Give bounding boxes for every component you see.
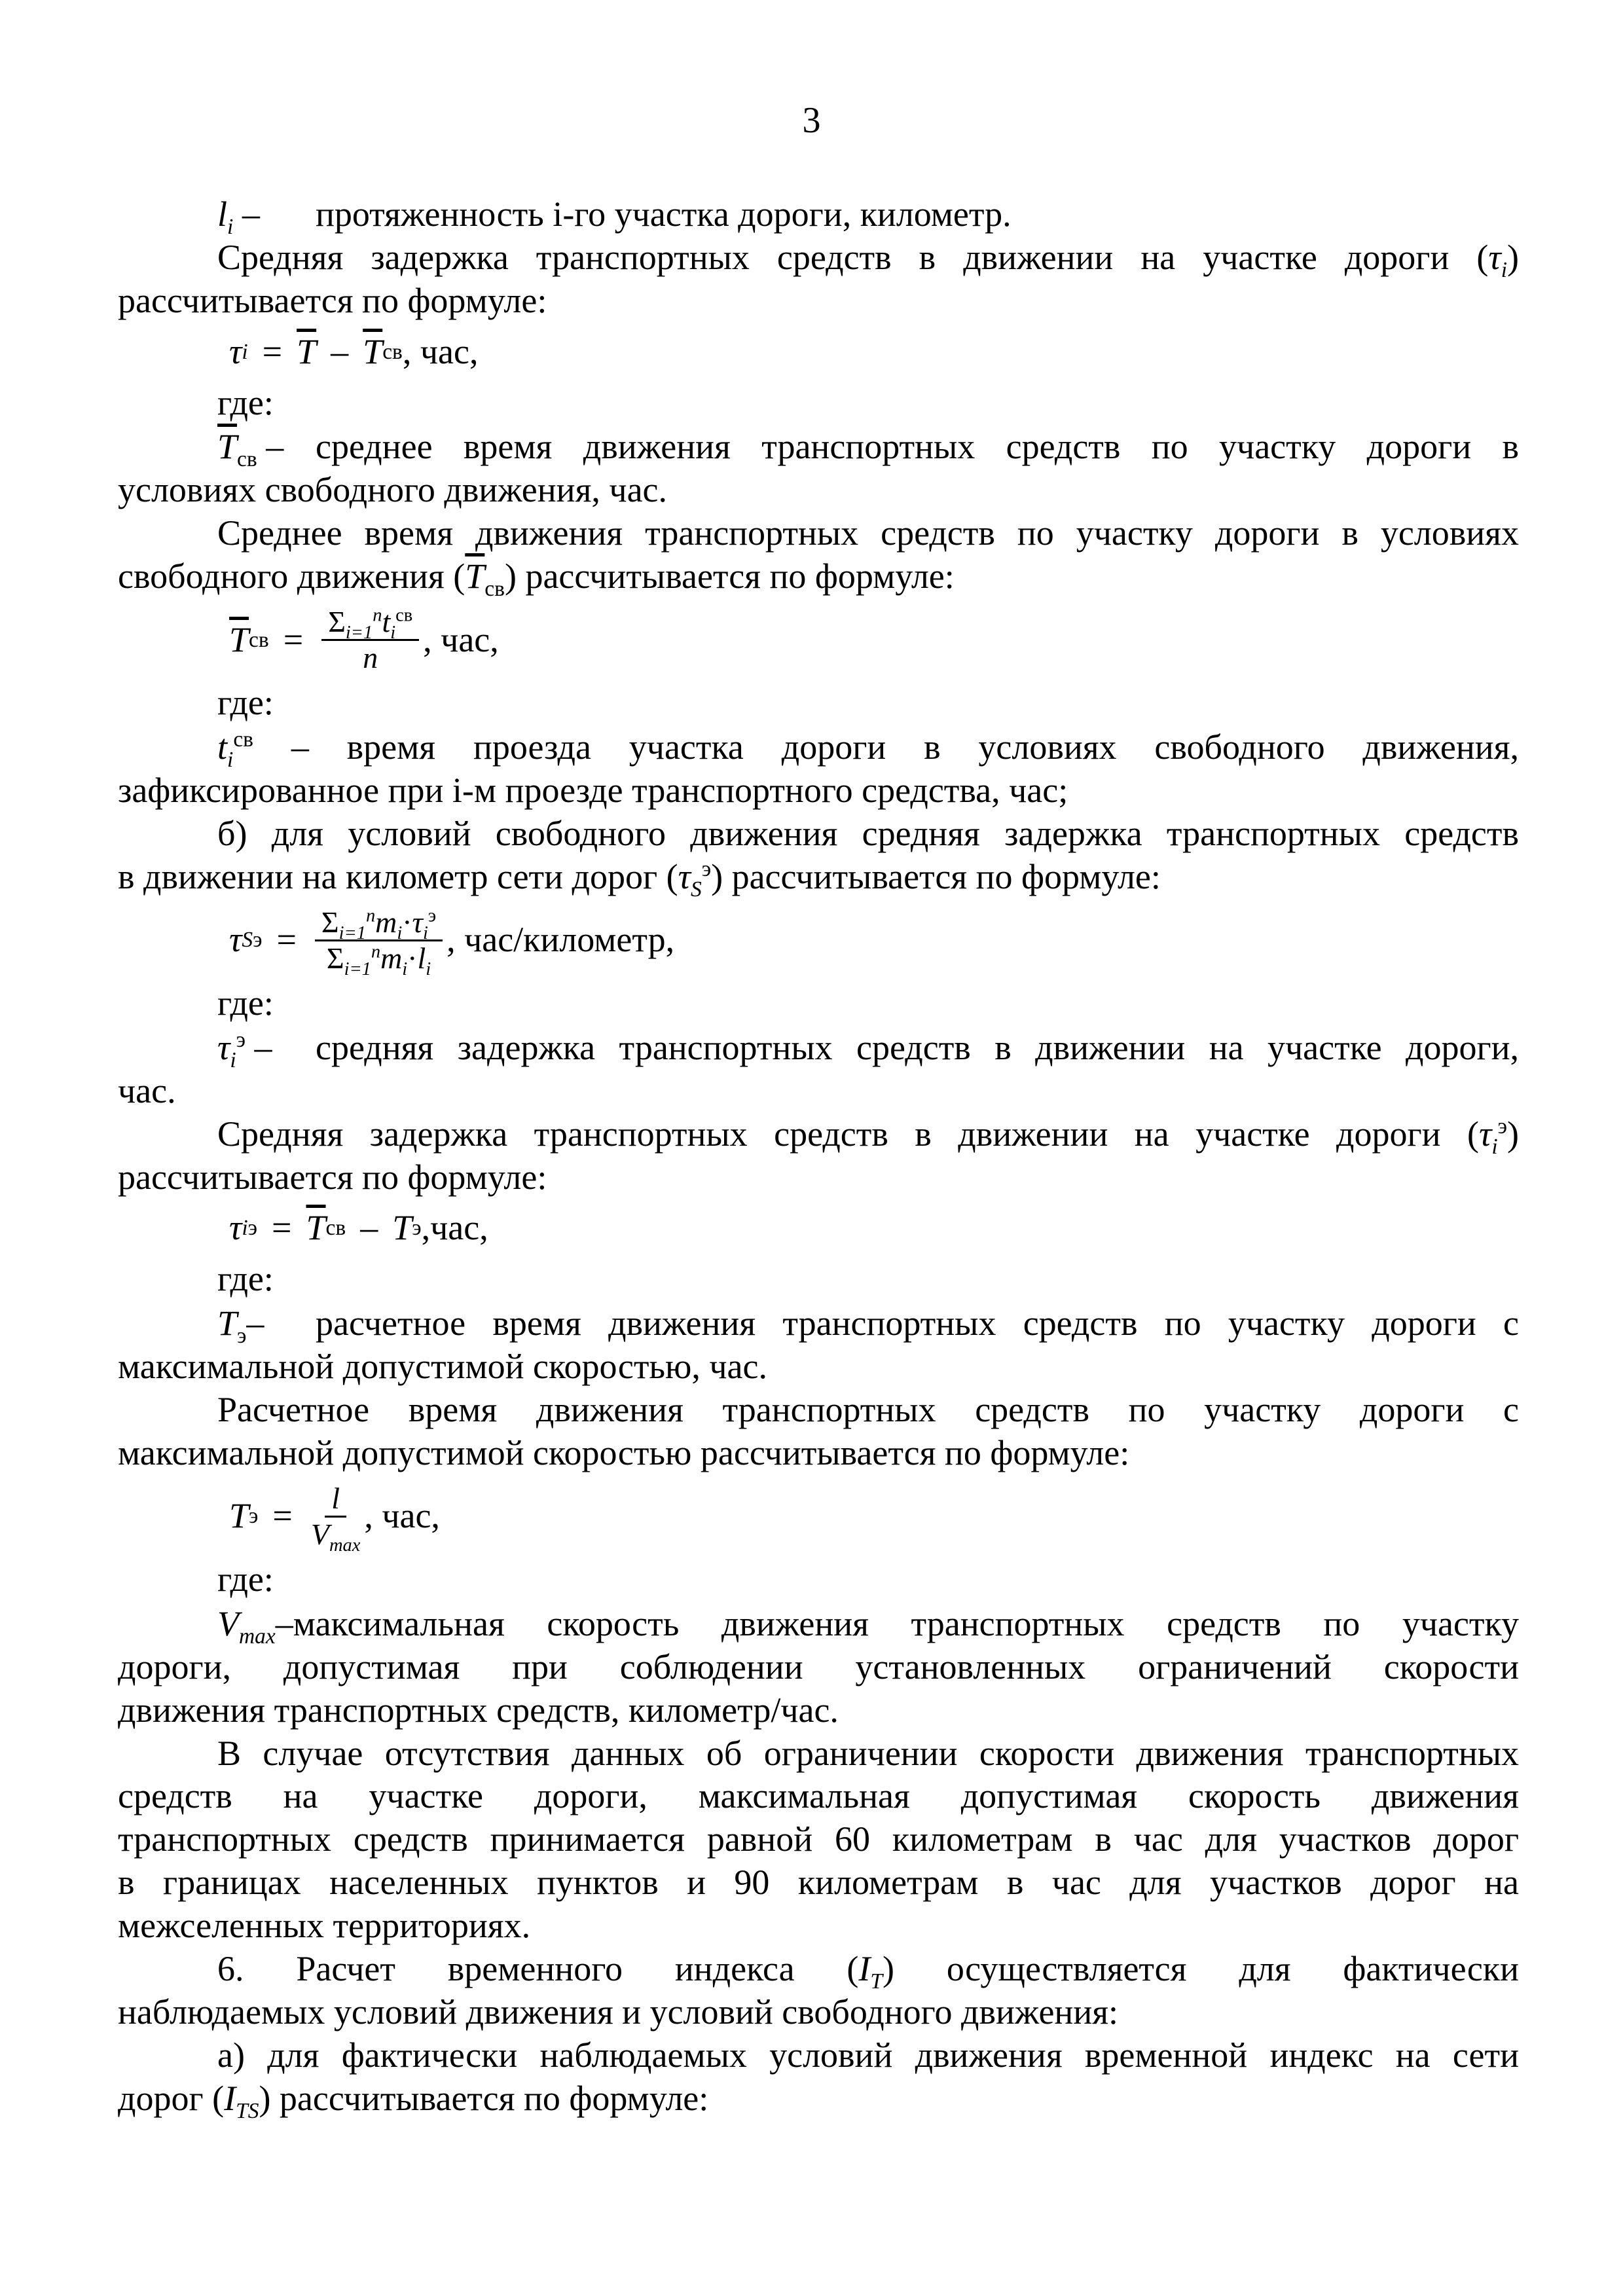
where-label-2: где:	[217, 683, 274, 723]
li-symbol: $l_i$ –	[217, 194, 260, 239]
paragraph-avg-delay-cont: рассчитывается по формуле:	[118, 280, 547, 320]
page-number: 3	[802, 100, 821, 141]
li-definition	[118, 193, 1519, 239]
paragraph-avg-delay-2-cont: рассчитывается по формуле:	[118, 1157, 547, 1197]
vmax-definition-cont: дороги, допустимая при соблюдении установленных ограничений скорости	[118, 1647, 1519, 1686]
tsv-definition: $\overline{T}_{св}$ – среднее время движения транспортных средств по участку дороги в	[217, 427, 1519, 472]
vmax-definition-cont-2: движения транспортных средств, километр/час.	[118, 1690, 839, 1730]
tsv-definition-cont: условиях свободного движения, час.	[118, 470, 668, 510]
tisv-definition: $t_i^{св}$ – время проезда участка дороги в условиях свободного движения,	[217, 727, 1519, 772]
where-label-3: где:	[217, 983, 274, 1023]
paragraph-b: б) для условий свободного движения средняя задержка транспортных средств	[217, 813, 1519, 853]
formula-tau-s: τ S э = $\frac{\Sigma_{i=1}^nm_i\cdot\tau_i^э}{\Sigma_{i=1}^nm_i\cdot l_i}$ , час/километр,	[229, 905, 675, 979]
formula-tau-i: τ i = $\overline{T}$ – $\overline{T}$ св , час,	[229, 331, 479, 371]
paragraph-calc-time: Расчетное время движения транспортных средств по участку дороги с	[217, 1389, 1519, 1429]
paragraph-calc-time-cont: максимальной допустимой скоростью рассчитывается по формуле:	[118, 1432, 1130, 1472]
fraction-t-sv: $\frac{\Sigma_{i=1}^nt_i^{св}}{n}$	[321, 606, 419, 674]
li-text: протяженность i-го участка дороги, километр.	[316, 194, 1012, 234]
paragraph-no-data-line2: средств на участке дороги, максимальная допустимая скорость движения	[118, 1776, 1519, 1816]
paragraph-no-data: В случае отсутствия данных об ограничении скорости движения транспортных	[217, 1733, 1519, 1773]
formula-t-sv: $\overline{T}$ св = $\frac{\Sigma_{i=1}^nt_i^{св}}{n}$ , час,	[229, 604, 499, 675]
paragraph-time-index: 6. Расчет временного индекса $(I_T)$ осуществляется для фактически	[217, 1948, 1519, 1994]
where-label: где:	[217, 382, 274, 422]
te-definition: $T_э-$ расчетное время движения транспортных средств по участку дороги с	[217, 1303, 1519, 1348]
paragraph-no-data-line3: транспортных средств принимается равной 60 километрам в час для участков дорог	[118, 1819, 1519, 1859]
te-definition-cont: максимальной допустимой скоростью, час.	[118, 1347, 767, 1386]
paragraph-no-data-line4: в границах населенных пунктов и 90 километрам в час для участков дорог на	[118, 1863, 1519, 1903]
paragraph-no-data-line5: межселенных территориях.	[118, 1906, 531, 1945]
paragraph-avg-delay: Средняя задержка транспортных средств в движении на участке дороги $(\tau_i)$	[217, 237, 1519, 282]
tisv-definition-cont: зафиксированное при i-м проезде транспортного средства, час;	[118, 771, 1068, 810]
fraction-tau-s: $\frac{\Sigma_{i=1}^nm_i\cdot\tau_i^э}{\Sigma_{i=1}^nm_i\cdot l_i}$	[315, 907, 443, 974]
document-body	[118, 193, 1519, 2123]
paragraph-avg-delay-2: Средняя задержка транспортных средств в движении на участке дороги $(\tau_i^э)$	[217, 1114, 1519, 1159]
where-label-5: где:	[217, 1559, 274, 1599]
formula-tau-i-e: τ i э = $\overline{T}$ св – T э ,час,	[229, 1208, 488, 1248]
where-label-4: где:	[217, 1259, 274, 1299]
paragraph-a-cont: дорог $(I_{TS})$ рассчитывается по формуле:	[118, 2078, 709, 2123]
paragraph-free-time-cont: свободного движения $(\overline{T}_{св})$ рассчитывается по формуле:	[118, 556, 955, 601]
tie-definition-cont: час.	[118, 1070, 176, 1110]
paragraph-free-time: Среднее время движения транспортных средств по участку дороги в условиях	[217, 513, 1519, 553]
paragraph-time-index-cont: наблюдаемых условий движения и условий свободного движения:	[118, 1992, 1119, 2032]
paragraph-b-cont: в движении на километр сети дорог $(\tau_S^э)$ рассчитывается по формуле:	[118, 856, 1161, 902]
vmax-definition: $V_{max}$–максимальная скорость движения транспортных средств по участку	[217, 1603, 1519, 1649]
tie-definition: $\tau_i^э$ – средняя задержка транспортных средств в движении на участке дороги,	[217, 1027, 1519, 1072]
fraction-t-e: $\frac{l}{V_{max}}$	[310, 1481, 361, 1556]
paragraph-a: а) для фактически наблюдаемых условий движения временной индекс на сети	[217, 2035, 1519, 2075]
formula-t-e: T э = $\frac{l}{V_{max}}$ , час,	[229, 1481, 440, 1556]
